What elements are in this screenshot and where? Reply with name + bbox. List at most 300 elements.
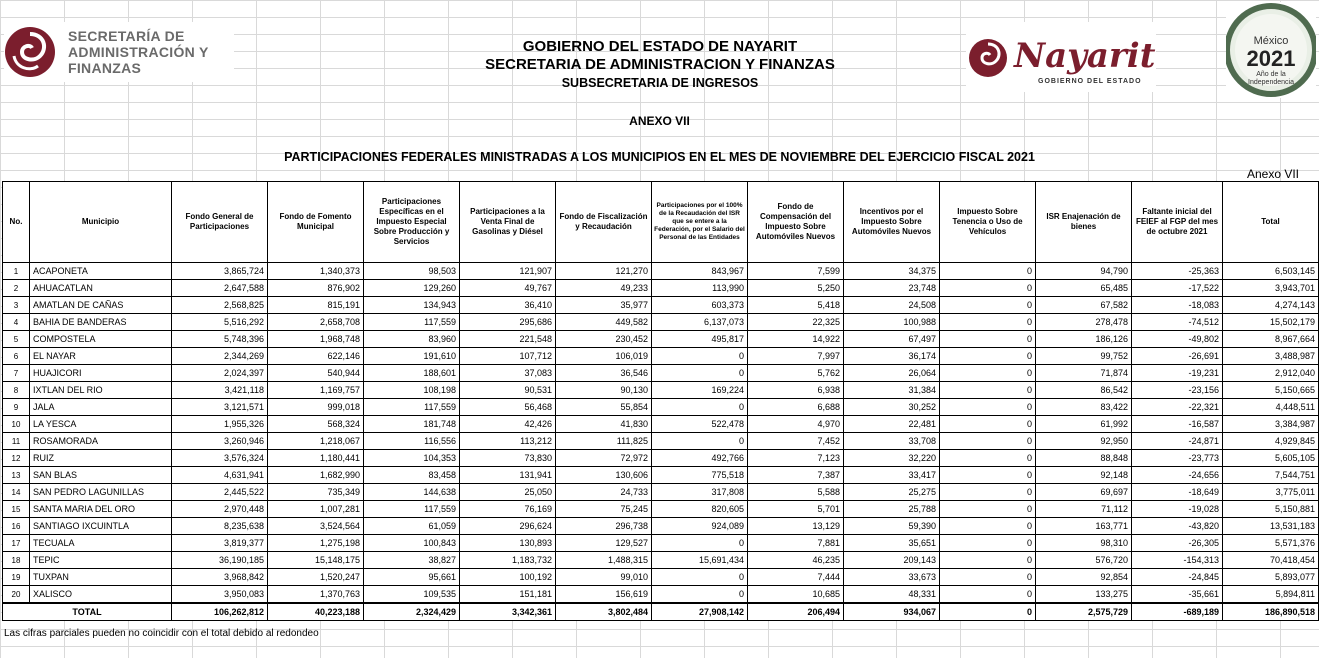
amount-cell: 25,275 [844, 484, 940, 501]
amount-cell: 7,997 [748, 348, 844, 365]
amount-cell: 191,610 [364, 348, 460, 365]
row-number: 14 [3, 484, 30, 501]
municipio-name: LA YESCA [30, 416, 172, 433]
amount-cell: 30,252 [844, 399, 940, 416]
amount-cell: 492,766 [652, 450, 748, 467]
amount-cell: 4,631,941 [172, 467, 268, 484]
table-row [3, 331, 1319, 348]
amount-cell: 0 [940, 331, 1036, 348]
table-row [3, 484, 1319, 501]
amount-cell: 15,691,434 [652, 552, 748, 569]
amount-cell: 134,943 [364, 297, 460, 314]
amount-cell: 98,503 [364, 263, 460, 280]
amount-cell: 99,752 [1036, 348, 1132, 365]
amount-cell: -16,587 [1132, 416, 1223, 433]
municipio-name: IXTLAN DEL RIO [30, 382, 172, 399]
amount-cell: 72,972 [556, 450, 652, 467]
municipio-name: SANTA MARIA DEL ORO [30, 501, 172, 518]
amount-cell: -24,845 [1132, 569, 1223, 586]
amount-cell: 0 [940, 314, 1036, 331]
amount-cell: 5,893,077 [1223, 569, 1319, 586]
amount-cell: -35,661 [1132, 586, 1223, 604]
mexico-logo-year: 2021 [1246, 46, 1296, 71]
amount-cell: 317,808 [652, 484, 748, 501]
total-cell: 0 [940, 603, 1036, 621]
amount-cell: 4,929,845 [1223, 433, 1319, 450]
total-cell: 2,324,429 [364, 603, 460, 621]
amount-cell: 1,370,763 [268, 586, 364, 604]
amount-cell: 49,767 [460, 280, 556, 297]
amount-cell: 1,180,441 [268, 450, 364, 467]
col-header-isr-enajenacion: ISR Enajenación de bienes [1036, 182, 1132, 263]
amount-cell: 603,373 [652, 297, 748, 314]
amount-cell: -26,305 [1132, 535, 1223, 552]
amount-cell: 106,019 [556, 348, 652, 365]
amount-cell: 83,422 [1036, 399, 1132, 416]
table-row [3, 348, 1319, 365]
amount-cell: 104,353 [364, 450, 460, 467]
amount-cell: 0 [940, 586, 1036, 604]
amount-cell: 107,712 [460, 348, 556, 365]
row-number: 9 [3, 399, 30, 416]
amount-cell: 3,865,724 [172, 263, 268, 280]
table-row [3, 280, 1319, 297]
amount-cell: 109,535 [364, 586, 460, 604]
amount-cell: 24,508 [844, 297, 940, 314]
amount-cell: 32,220 [844, 450, 940, 467]
saf-logo [4, 22, 234, 82]
amount-cell: 73,830 [460, 450, 556, 467]
table-row [3, 365, 1319, 382]
amount-cell: 116,556 [364, 433, 460, 450]
row-number: 12 [3, 450, 30, 467]
amount-cell: 22,325 [748, 314, 844, 331]
amount-cell: 6,688 [748, 399, 844, 416]
col-header-ieps: Participaciones Específicas en el Impuesto Especial Sobre Producción y Servicios [364, 182, 460, 263]
amount-cell: 0 [652, 433, 748, 450]
col-header-municipio: Municipio [30, 182, 172, 263]
amount-cell: 735,349 [268, 484, 364, 501]
total-cell: 3,802,484 [556, 603, 652, 621]
row-number: 11 [3, 433, 30, 450]
table-row [3, 433, 1319, 450]
amount-cell: 3,950,083 [172, 586, 268, 604]
amount-cell: 35,977 [556, 297, 652, 314]
municipio-name: ROSAMORADA [30, 433, 172, 450]
amount-cell: 121,907 [460, 263, 556, 280]
amount-cell: 0 [652, 569, 748, 586]
amount-cell: 3,384,987 [1223, 416, 1319, 433]
amount-cell: 7,881 [748, 535, 844, 552]
footer-note: Las cifras parciales pueden no coincidir con el total debido al redondeo [4, 628, 319, 639]
amount-cell: 230,452 [556, 331, 652, 348]
amount-cell: 100,192 [460, 569, 556, 586]
amount-cell: 7,452 [748, 433, 844, 450]
total-cell: 3,342,361 [460, 603, 556, 621]
mexico-logo-caption2: Independencia [1248, 79, 1294, 86]
mexico-2021-logo [1226, 2, 1316, 98]
anexo-label: ANEXO VII [629, 114, 690, 128]
amount-cell: 7,123 [748, 450, 844, 467]
amount-cell: 8,967,664 [1223, 331, 1319, 348]
amount-cell: 100,988 [844, 314, 940, 331]
amount-cell: 5,701 [748, 501, 844, 518]
amount-cell: 88,848 [1036, 450, 1132, 467]
amount-cell: 1,488,315 [556, 552, 652, 569]
amount-cell: -43,820 [1132, 518, 1223, 535]
saf-logo-line2: ADMINISTRACIÓN Y [68, 44, 209, 60]
amount-cell: 5,894,811 [1223, 586, 1319, 604]
amount-cell: 0 [652, 365, 748, 382]
row-number: 6 [3, 348, 30, 365]
table-row [3, 467, 1319, 484]
amount-cell: 815,191 [268, 297, 364, 314]
amount-cell: 99,010 [556, 569, 652, 586]
amount-cell: 98,310 [1036, 535, 1132, 552]
amount-cell: 5,516,292 [172, 314, 268, 331]
amount-cell: 111,825 [556, 433, 652, 450]
amount-cell: 100,843 [364, 535, 460, 552]
amount-cell: 33,673 [844, 569, 940, 586]
amount-cell: 3,968,842 [172, 569, 268, 586]
municipio-name: EL NAYAR [30, 348, 172, 365]
amount-cell: 1,955,326 [172, 416, 268, 433]
col-header-isan: Incentivos por el Impuesto Sobre Automóviles Nuevos [844, 182, 940, 263]
amount-cell: 56,468 [460, 399, 556, 416]
amount-cell: -23,773 [1132, 450, 1223, 467]
col-header-total: Total [1223, 182, 1319, 263]
amount-cell: 33,417 [844, 467, 940, 484]
table-row [3, 416, 1319, 433]
amount-cell: 0 [940, 450, 1036, 467]
amount-cell: 0 [940, 399, 1036, 416]
amount-cell: 36,190,185 [172, 552, 268, 569]
amount-cell: 0 [940, 569, 1036, 586]
amount-cell: 10,685 [748, 586, 844, 604]
amount-cell: 0 [652, 399, 748, 416]
amount-cell: 4,274,143 [1223, 297, 1319, 314]
table-row [3, 382, 1319, 399]
amount-cell: -26,691 [1132, 348, 1223, 365]
amount-cell: 576,720 [1036, 552, 1132, 569]
amount-cell: 3,576,324 [172, 450, 268, 467]
row-number: 10 [3, 416, 30, 433]
amount-cell: 61,992 [1036, 416, 1132, 433]
amount-cell: 130,893 [460, 535, 556, 552]
amount-cell: 0 [940, 552, 1036, 569]
amount-cell: 3,524,564 [268, 518, 364, 535]
amount-cell: 117,559 [364, 399, 460, 416]
amount-cell: 42,426 [460, 416, 556, 433]
amount-cell: 59,390 [844, 518, 940, 535]
amount-cell: 31,384 [844, 382, 940, 399]
nayarit-logo [966, 22, 1156, 92]
table-row [3, 450, 1319, 467]
amount-cell: 25,050 [460, 484, 556, 501]
amount-cell: 169,224 [652, 382, 748, 399]
amount-cell: 924,089 [652, 518, 748, 535]
amount-cell: 90,531 [460, 382, 556, 399]
amount-cell: -25,363 [1132, 263, 1223, 280]
row-number: 20 [3, 586, 30, 604]
amount-cell: 186,126 [1036, 331, 1132, 348]
amount-cell: 1,007,281 [268, 501, 364, 518]
amount-cell: 843,967 [652, 263, 748, 280]
row-number: 15 [3, 501, 30, 518]
amount-cell: 131,941 [460, 467, 556, 484]
table-row [3, 399, 1319, 416]
saf-swirl-icon [4, 26, 56, 78]
amount-cell: 3,260,946 [172, 433, 268, 450]
saf-logo-line1: SECRETARÍA DE [68, 28, 185, 44]
amount-cell: 7,387 [748, 467, 844, 484]
amount-cell: 36,546 [556, 365, 652, 382]
total-cell: 27,908,142 [652, 603, 748, 621]
amount-cell: 129,260 [364, 280, 460, 297]
amount-cell: 0 [940, 280, 1036, 297]
saf-logo-line3: FINANZAS [68, 60, 142, 76]
row-number: 7 [3, 365, 30, 382]
municipio-name: COMPOSTELA [30, 331, 172, 348]
amount-cell: 76,169 [460, 501, 556, 518]
total-cell: 2,575,729 [1036, 603, 1132, 621]
amount-cell: 209,143 [844, 552, 940, 569]
amount-cell: 144,638 [364, 484, 460, 501]
amount-cell: 65,485 [1036, 280, 1132, 297]
amount-cell: -74,512 [1132, 314, 1223, 331]
col-header-ffr: Fondo de Fiscalización y Recaudación [556, 182, 652, 263]
amount-cell: -22,321 [1132, 399, 1223, 416]
amount-cell: 83,458 [364, 467, 460, 484]
amount-cell: 0 [652, 535, 748, 552]
amount-cell: 46,235 [748, 552, 844, 569]
municipio-name: TECUALA [30, 535, 172, 552]
amount-cell: 36,410 [460, 297, 556, 314]
amount-cell: -49,802 [1132, 331, 1223, 348]
amount-cell: 55,854 [556, 399, 652, 416]
nayarit-logo-caption: GOBIERNO DEL ESTADO [1038, 78, 1142, 85]
amount-cell: 36,174 [844, 348, 940, 365]
amount-cell: 0 [940, 501, 1036, 518]
header-title [330, 38, 990, 74]
col-header-gasolinas: Participaciones a la Venta Final de Gasolinas y Diésel [460, 182, 556, 263]
row-number: 4 [3, 314, 30, 331]
row-number: 19 [3, 569, 30, 586]
amount-cell: 69,697 [1036, 484, 1132, 501]
amount-cell: 15,502,179 [1223, 314, 1319, 331]
amount-cell: 5,605,105 [1223, 450, 1319, 467]
header-subtitle: SUBSECRETARIA DE INGRESOS [561, 76, 759, 90]
amount-cell: 5,748,396 [172, 331, 268, 348]
amount-cell: 3,943,701 [1223, 280, 1319, 297]
amount-cell: -24,871 [1132, 433, 1223, 450]
amount-cell: 13,129 [748, 518, 844, 535]
municipio-name: TUXPAN [30, 569, 172, 586]
amount-cell: 70,418,454 [1223, 552, 1319, 569]
amount-cell: 8,235,638 [172, 518, 268, 535]
amount-cell: 71,874 [1036, 365, 1132, 382]
amount-cell: 2,344,269 [172, 348, 268, 365]
amount-cell: 0 [940, 382, 1036, 399]
amount-cell: 296,738 [556, 518, 652, 535]
amount-cell: 449,582 [556, 314, 652, 331]
amount-cell: 83,960 [364, 331, 460, 348]
amount-cell: 95,661 [364, 569, 460, 586]
amount-cell: 2,647,588 [172, 280, 268, 297]
amount-cell: 129,527 [556, 535, 652, 552]
col-header-fgp: Fondo General de Participaciones [172, 182, 268, 263]
amount-cell: 1,183,732 [460, 552, 556, 569]
amount-cell: 7,599 [748, 263, 844, 280]
amount-cell: 2,445,522 [172, 484, 268, 501]
table-row [3, 501, 1319, 518]
amount-cell: -24,656 [1132, 467, 1223, 484]
amount-cell: 5,150,665 [1223, 382, 1319, 399]
total-cell: 40,223,188 [268, 603, 364, 621]
row-number: 13 [3, 467, 30, 484]
amount-cell: 92,148 [1036, 467, 1132, 484]
mexico-logo-top: México [1253, 35, 1289, 47]
municipio-name: RUIZ [30, 450, 172, 467]
amount-cell: 5,588 [748, 484, 844, 501]
amount-cell: -18,649 [1132, 484, 1223, 501]
amount-cell: 296,624 [460, 518, 556, 535]
amount-cell: 820,605 [652, 501, 748, 518]
table-row [3, 535, 1319, 552]
amount-cell: 23,748 [844, 280, 940, 297]
amount-cell: 121,270 [556, 263, 652, 280]
amount-cell: 6,137,073 [652, 314, 748, 331]
amount-cell: 92,950 [1036, 433, 1132, 450]
amount-cell: 67,582 [1036, 297, 1132, 314]
amount-cell: 75,245 [556, 501, 652, 518]
amount-cell: 130,606 [556, 467, 652, 484]
col-header-ffm: Fondo de Fomento Municipal [268, 182, 364, 263]
amount-cell: 86,542 [1036, 382, 1132, 399]
amount-cell: 0 [940, 535, 1036, 552]
amount-cell: 5,250 [748, 280, 844, 297]
amount-cell: 133,275 [1036, 586, 1132, 604]
amount-cell: 0 [940, 348, 1036, 365]
amount-cell: 117,559 [364, 501, 460, 518]
amount-cell: 2,970,448 [172, 501, 268, 518]
amount-cell: 568,324 [268, 416, 364, 433]
municipio-name: SAN BLAS [30, 467, 172, 484]
amount-cell: 775,518 [652, 467, 748, 484]
table-row [3, 297, 1319, 314]
amount-cell: 3,819,377 [172, 535, 268, 552]
total-cell: 206,494 [748, 603, 844, 621]
row-number: 16 [3, 518, 30, 535]
amount-cell: 0 [652, 586, 748, 604]
amount-cell: 113,990 [652, 280, 748, 297]
municipio-name: SAN PEDRO LAGUNILLAS [30, 484, 172, 501]
table-row [3, 263, 1319, 280]
amount-cell: 6,503,145 [1223, 263, 1319, 280]
amount-cell: 7,544,751 [1223, 467, 1319, 484]
amount-cell: 34,375 [844, 263, 940, 280]
col-header-tenencia: Impuesto Sobre Tenencia o Uso de Vehículos [940, 182, 1036, 263]
amount-cell: 61,059 [364, 518, 460, 535]
amount-cell: 999,018 [268, 399, 364, 416]
amount-cell: 108,198 [364, 382, 460, 399]
amount-cell: 25,788 [844, 501, 940, 518]
amount-cell: 1,169,757 [268, 382, 364, 399]
amount-cell: 35,651 [844, 535, 940, 552]
amount-cell: -18,083 [1132, 297, 1223, 314]
municipio-name: ACAPONETA [30, 263, 172, 280]
table-row [3, 586, 1319, 604]
amount-cell: 0 [940, 433, 1036, 450]
amount-cell: 2,912,040 [1223, 365, 1319, 382]
row-number: 2 [3, 280, 30, 297]
total-cell: 106,262,812 [172, 603, 268, 621]
row-number: 18 [3, 552, 30, 569]
amount-cell: 0 [940, 467, 1036, 484]
amount-cell: 278,478 [1036, 314, 1132, 331]
amount-cell: -19,231 [1132, 365, 1223, 382]
header-title-line1: GOBIERNO DEL ESTADO DE NAYARIT [522, 38, 798, 55]
col-header-no: No. [3, 182, 30, 263]
amount-cell: 0 [940, 416, 1036, 433]
amount-cell: 26,064 [844, 365, 940, 382]
amount-cell: 7,444 [748, 569, 844, 586]
amount-cell: -17,522 [1132, 280, 1223, 297]
amount-cell: 3,421,118 [172, 382, 268, 399]
mexico-2021-emblem-icon [1226, 2, 1316, 98]
amount-cell: 495,817 [652, 331, 748, 348]
amount-cell: 181,748 [364, 416, 460, 433]
amount-cell: 38,827 [364, 552, 460, 569]
municipio-name: JALA [30, 399, 172, 416]
total-cell: -689,189 [1132, 603, 1223, 621]
amount-cell: 2,024,397 [172, 365, 268, 382]
amount-cell: 4,970 [748, 416, 844, 433]
amount-cell: 1,340,373 [268, 263, 364, 280]
table-row [3, 314, 1319, 331]
amount-cell: -19,028 [1132, 501, 1223, 518]
amount-cell: 13,531,183 [1223, 518, 1319, 535]
amount-cell: 188,601 [364, 365, 460, 382]
amount-cell: 33,708 [844, 433, 940, 450]
amount-cell: 117,559 [364, 314, 460, 331]
municipio-name: TEPIC [30, 552, 172, 569]
totals-row [3, 603, 1319, 621]
table-row [3, 569, 1319, 586]
nayarit-logo-word: Nayarit [1014, 36, 1156, 76]
total-cell: 934,067 [844, 603, 940, 621]
mexico-logo-caption1: Año de la [1256, 71, 1286, 78]
header-title-line2: SECRETARIA DE ADMINISTRACION Y FINANZAS [485, 56, 835, 73]
municipio-name: AMATLAN DE CAÑAS [30, 297, 172, 314]
amount-cell: 6,938 [748, 382, 844, 399]
amount-cell: 295,686 [460, 314, 556, 331]
amount-cell: 876,902 [268, 280, 364, 297]
municipio-name: BAHIA DE BANDERAS [30, 314, 172, 331]
amount-cell: 3,488,987 [1223, 348, 1319, 365]
amount-cell: 156,619 [556, 586, 652, 604]
amount-cell: 4,448,511 [1223, 399, 1319, 416]
amount-cell: 37,083 [460, 365, 556, 382]
amount-cell: 522,478 [652, 416, 748, 433]
table-header-row [3, 182, 1319, 263]
amount-cell: 5,418 [748, 297, 844, 314]
municipio-name: AHUACATLAN [30, 280, 172, 297]
table-row [3, 552, 1319, 569]
row-number: 5 [3, 331, 30, 348]
amount-cell: 3,775,011 [1223, 484, 1319, 501]
amount-cell: 41,830 [556, 416, 652, 433]
